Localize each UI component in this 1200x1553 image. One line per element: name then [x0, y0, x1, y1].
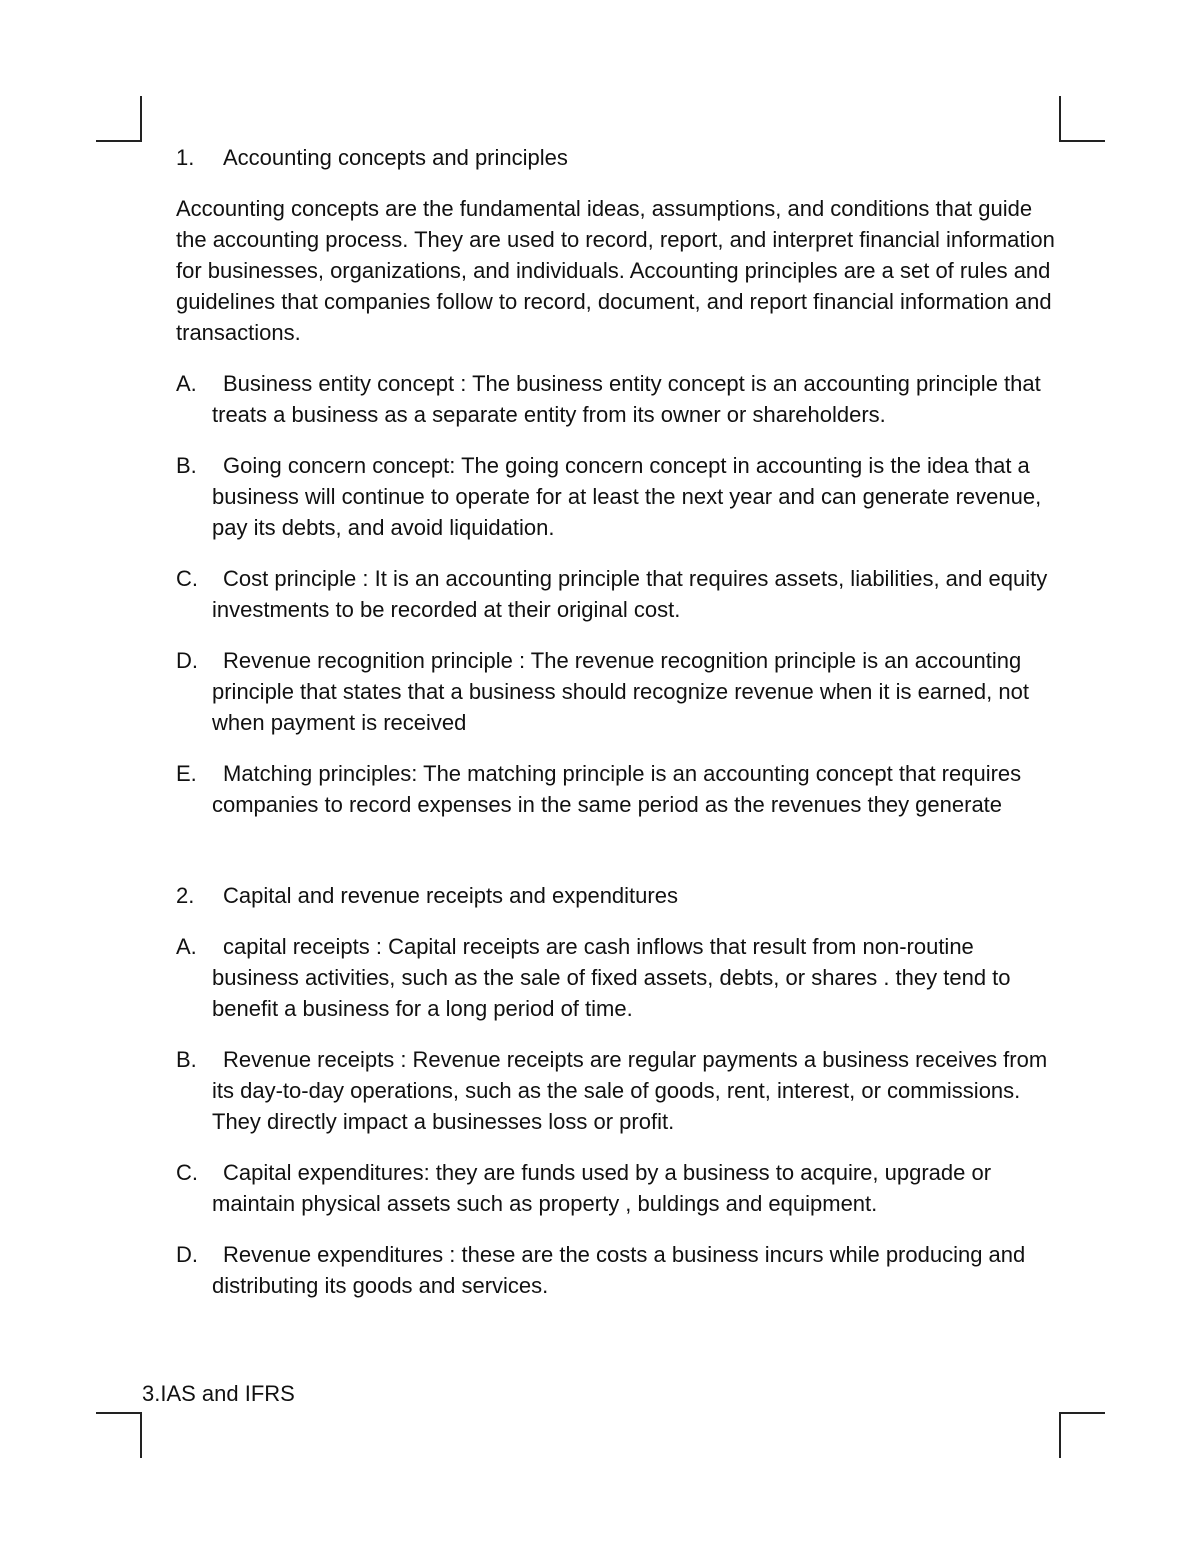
- item-letter: C.: [176, 1160, 198, 1185]
- section-2-item-b: [176, 1044, 1056, 1137]
- item-text: Going concern concept: The going concern concept in accounting is the idea that a business will continue to operate for at least the next year and can generate revenue, pay its debts, and avoid liquidation.: [212, 453, 1042, 540]
- item-text: Revenue expenditures : these are the costs a business incurs while producing and distributing its goods and services.: [212, 1242, 1026, 1298]
- section-2-title: Capital and revenue receipts and expenditures: [223, 883, 678, 908]
- section-2-item-c: [176, 1157, 1056, 1219]
- section-2-heading: [176, 880, 1056, 911]
- item-text: Cost principle : It is an accounting principle that requires assets, liabilities, and equity investments to be recorded at their original cost.: [212, 566, 1048, 622]
- section-1-item-a: [176, 368, 1056, 430]
- item-text: Revenue recognition principle : The revenue recognition principle is an accounting principle that states that a business should recognize revenue when it is earned, not when payment is received: [212, 648, 1029, 735]
- section-1-item-b: [176, 450, 1056, 543]
- item-letter: A.: [176, 371, 197, 396]
- item-text: Revenue receipts : Revenue receipts are regular payments a business receives from its day-to-day operations, such as the sale of goods, rent, interest, or commissions. They directly impact a businesses loss or profit.: [212, 1047, 1048, 1134]
- document-body: [176, 142, 1056, 1321]
- section-1-heading: [176, 142, 1056, 173]
- item-text: capital receipts : Capital receipts are cash inflows that result from non-routine business activities, such as the sale of fixed assets, debts, or shares . they tend to benefit a business for a long period of time.: [212, 934, 1011, 1021]
- section-3-heading: 3.IAS and IFRS: [142, 1381, 295, 1406]
- item-text: Matching principles: The matching principle is an accounting concept that requires companies to record expenses in the same period as the revenues they generate: [212, 761, 1022, 817]
- item-letter: B.: [176, 453, 197, 478]
- item-letter: E.: [176, 761, 197, 786]
- section-2-item-a: [176, 931, 1056, 1024]
- item-text: Capital expenditures: they are funds used by a business to acquire, upgrade or maintain physical assets such as property , buldings and equipment.: [212, 1160, 992, 1216]
- crop-mark-bottom-left: [96, 1412, 142, 1458]
- section-1-item-c: [176, 563, 1056, 625]
- section-1-title: Accounting concepts and principles: [223, 145, 568, 170]
- section-2-number: 2.: [176, 883, 195, 908]
- item-letter: C.: [176, 566, 198, 591]
- item-letter: B.: [176, 1047, 197, 1072]
- section-1-number: 1.: [176, 145, 195, 170]
- item-letter: D.: [176, 648, 198, 673]
- crop-mark-top-right: [1059, 96, 1105, 142]
- section-1-item-d: [176, 645, 1056, 738]
- item-text: Business entity concept : The business entity concept is an accounting principle that treats a business as a separate entity from its owner or shareholders.: [212, 371, 1041, 427]
- item-letter: A.: [176, 934, 197, 959]
- section-1-intro: Accounting concepts are the fundamental ideas, assumptions, and conditions that guide the accounting process. They are used to record, report, and interpret financial information for businesses, organizations, and individuals. Accounting principles are a set of rules and guidelines that companies follow to record, document, and report financial information and transactions.: [176, 196, 1055, 345]
- crop-mark-top-left: [96, 96, 142, 142]
- item-letter: D.: [176, 1242, 198, 1267]
- crop-mark-bottom-right: [1059, 1412, 1105, 1458]
- section-spacer: [176, 840, 1056, 880]
- section-2-item-d: [176, 1239, 1056, 1301]
- section-1-item-e: [176, 758, 1056, 820]
